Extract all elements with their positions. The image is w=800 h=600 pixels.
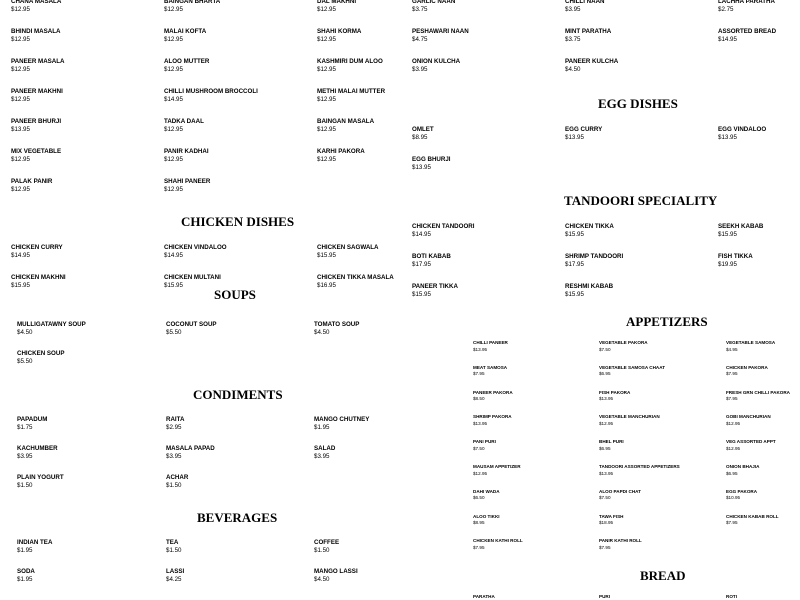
menu-item-papadum: [17, 416, 47, 432]
item-price: $16.95: [317, 282, 336, 290]
item-name: MASALA PAPAD: [166, 445, 215, 452]
item-name: SHAHI KORMA: [317, 28, 362, 35]
item-price: $12.95: [317, 6, 336, 14]
item-name: CHICKEN PAKORA: [726, 364, 768, 370]
item-price: $14.95: [164, 252, 183, 260]
menu-item-chilli-mushroom-broccoli: [164, 88, 258, 104]
item-name: PALAK PANIR: [11, 178, 53, 185]
menu-item-egg-vindaloo: [718, 126, 766, 142]
item-price: $13.95: [599, 396, 614, 402]
item-name: SHRIMP PAKORA: [473, 414, 512, 420]
menu-item-paneer-tikka: [412, 283, 458, 299]
item-name: COCONUT SOUP: [166, 321, 217, 328]
item-name: RESHMI KABAB: [565, 283, 614, 290]
item-name: MIX VEGETABLE: [11, 148, 62, 155]
menu-item-raita: [166, 416, 184, 432]
item-price: $4.50: [565, 66, 581, 74]
item-price: $12.95: [317, 66, 336, 74]
menu-item-chicken-makhni: [11, 274, 66, 290]
menu-item-shrimp-pakora: [473, 414, 512, 426]
item-name: MULLIGATAWNY SOUP: [17, 321, 86, 328]
item-name: BOTI KABAB: [412, 253, 451, 260]
menu-item-aloo-mutter: [164, 58, 209, 74]
menu-item-karhi-pakora: [317, 148, 365, 164]
menu-item-shahi-korma: [317, 28, 361, 44]
item-name: BAINGAN MASALA: [317, 118, 375, 125]
item-name: PARATHA: [473, 594, 495, 599]
item-price: $8.95: [412, 134, 428, 142]
item-price: $12.95: [164, 66, 183, 74]
item-name: SALAD: [314, 445, 336, 452]
menu-item-seekh-kabab: [718, 223, 763, 239]
item-price: $15.95: [412, 291, 431, 299]
menu-item-chicken-tikka: [565, 223, 614, 239]
item-name: PANEER BHURJI: [11, 118, 62, 125]
menu-item-chicken-vindaloo: [164, 244, 227, 260]
menu-item-vegetable-manchurian: [599, 414, 660, 426]
item-name: LACHHA PARATHA: [718, 0, 775, 5]
item-name: SHAHI PANEER: [164, 178, 211, 185]
item-name: TAWA FISH: [599, 513, 624, 519]
item-name: ALOO MUTTER: [164, 58, 210, 65]
item-name: PANIR KATHI ROLL: [599, 538, 642, 544]
item-price: $12.95: [11, 36, 30, 44]
item-name: CHILLI NAAN: [565, 0, 605, 5]
menu-item-pani-puri: [473, 439, 496, 451]
item-price: $7.95: [726, 371, 738, 377]
item-name: MEAT SAMOSA: [473, 364, 508, 370]
menu-item-roti: [726, 594, 737, 600]
menu-item-peshawari-naan: [412, 28, 469, 44]
item-price: $1.50: [17, 482, 33, 490]
item-name: RAITA: [166, 416, 185, 423]
item-price: $4.75: [412, 36, 428, 44]
item-price: $8.50: [473, 396, 485, 402]
menu-item-veg-assorted-appt: [726, 439, 776, 451]
item-price: $13.95: [718, 134, 737, 142]
item-price: $6.95: [599, 445, 611, 451]
item-name: DAL MAKHNI: [317, 0, 357, 5]
item-name: LASSI: [166, 568, 185, 575]
menu-item-salad: [314, 445, 335, 461]
menu-item-fish-pakora: [599, 390, 630, 402]
menu-item-mulligatawny-soup: [17, 321, 86, 337]
menu-item-indian-tea: [17, 539, 52, 555]
item-price: $7.95: [726, 396, 738, 402]
item-price: $7.95: [473, 371, 485, 377]
menu-item-kachumber: [17, 445, 58, 461]
item-name: PESHAWARI NAAN: [412, 28, 469, 35]
menu-item-gobi-manchurian: [726, 414, 771, 426]
menu-item-chilli-naan: [565, 0, 605, 14]
menu-item-chicken-curry: [11, 244, 63, 260]
item-name: VEG ASSORTED APPT: [726, 439, 776, 445]
menu-item-paneer-makhni: [11, 88, 63, 104]
menu-item-baingan-bharta: [164, 0, 220, 14]
item-name: TANDOORI ASSORTED APPETIZERS: [599, 464, 680, 469]
menu-item-chana-masala: [11, 0, 61, 14]
item-price: $15.95: [317, 252, 336, 260]
item-name: PANEER MASALA: [11, 58, 65, 65]
item-price: $7.95: [599, 544, 611, 550]
item-price: $14.95: [11, 252, 30, 260]
chicken-dishes-heading: CHICKEN DISHES: [181, 214, 295, 229]
item-price: $1.50: [314, 547, 330, 555]
item-price: $2.95: [166, 424, 182, 432]
menu-item-tandoori-assorted-appetizers: [599, 464, 680, 476]
item-name: MAUSAM APPETIZER: [473, 464, 521, 469]
item-price: $13.95: [412, 164, 431, 172]
item-price: $1.75: [17, 424, 33, 432]
menu-item-tawa-fish: [599, 514, 624, 526]
item-name: CHICKEN KABAB ROLL: [726, 513, 779, 519]
menu-item-onion-kulcha: [412, 58, 460, 74]
menu-item-aloo-papdi-chat: [599, 489, 641, 501]
menu-item-mango-chutney: [314, 416, 369, 432]
menu-item-chicken-pakora: [726, 365, 768, 377]
beverages-heading: BEVERAGES: [197, 510, 278, 525]
item-name: CHICKEN VINDALOO: [164, 244, 227, 251]
item-name: PANI PURI: [473, 439, 496, 445]
item-price: $1.50: [166, 547, 182, 555]
item-price: $12.95: [164, 156, 183, 164]
menu-item-plain-yogurt: [17, 474, 64, 490]
menu-item-vegetable-pakora: [599, 340, 648, 352]
item-name: CHICKEN MAKHNI: [11, 274, 66, 281]
item-price: $4.25: [166, 576, 182, 584]
item-price: $12.95: [11, 186, 30, 194]
menu-item-paneer-pakora: [473, 390, 513, 402]
item-name: TEA: [166, 539, 179, 546]
item-price: $3.95: [565, 6, 581, 14]
item-name: ACHAR: [166, 474, 189, 481]
item-name: CHICKEN SAGWALA: [317, 244, 379, 251]
item-name: FISH TIKKA: [718, 253, 753, 260]
menu-item-shahi-paneer: [164, 178, 210, 194]
item-name: CHICKEN TANDOORI: [412, 223, 475, 230]
item-price: $4.50: [314, 329, 330, 337]
item-price: $12.95: [164, 126, 183, 134]
menu-item-puri: [599, 594, 610, 600]
menu-item-mix-vegetable: [11, 148, 61, 164]
item-name: BHINDI MASALA: [11, 28, 61, 35]
item-name: GARLIC NAAN: [412, 0, 456, 5]
item-price: $3.95: [166, 453, 182, 461]
menu-item-egg-curry: [565, 126, 602, 142]
item-name: EGG VINDALOO: [718, 126, 767, 133]
item-price: $17.95: [565, 261, 584, 269]
menu-item-tomato-soup: [314, 321, 359, 337]
item-price: $5.50: [166, 329, 182, 337]
menu-item-aloo-tikki: [473, 514, 500, 526]
soups-heading: SOUPS: [214, 287, 256, 302]
menu-item-malai-kofta: [164, 28, 206, 44]
item-price: $19.95: [718, 261, 737, 269]
item-name: EGG BHURJI: [412, 156, 451, 163]
item-name: OMLET: [412, 126, 434, 133]
item-price: $4.95: [726, 346, 738, 352]
item-name: CHICKEN SOUP: [17, 350, 65, 357]
item-price: $15.95: [565, 291, 584, 299]
menu-item-coconut-soup: [166, 321, 217, 337]
menu-item-shrimp-tandoori: [565, 253, 623, 269]
menu-item-omlet: [412, 126, 434, 142]
item-name: BAINGAN BHARTA: [164, 0, 221, 5]
item-price: $1.50: [166, 482, 182, 490]
menu-item-bhel-puri: [599, 439, 624, 451]
menu-item-coffee: [314, 539, 339, 555]
menu-item-paneer-kulcha: [565, 58, 618, 74]
item-name: PANIR KADHAI: [164, 148, 209, 155]
menu-item-mint-paratha: [565, 28, 611, 44]
item-price: $3.95: [412, 66, 428, 74]
menu-item-bhindi-masala: [11, 28, 61, 44]
item-name: VEGETABLE SAMOSA: [726, 340, 776, 345]
item-price: $3.75: [565, 36, 581, 44]
item-name: TOMATO SOUP: [314, 321, 360, 328]
item-price: $12.95: [11, 66, 30, 74]
item-name: CHICKEN TIKKA MASALA: [317, 274, 394, 281]
item-price: $13.95: [565, 134, 584, 142]
item-price: $3.95: [17, 453, 33, 461]
menu-item-achar: [166, 474, 188, 490]
item-name: TADKA DAAL: [164, 118, 204, 125]
item-price: $7.50: [599, 495, 611, 501]
item-name: MANGO LASSI: [314, 568, 358, 575]
item-price: $12.95: [726, 445, 741, 451]
item-name: ALOO TIKKI: [473, 513, 500, 519]
item-price: $7.50: [599, 346, 611, 352]
item-name: PANEER MAKHNI: [11, 88, 63, 95]
item-price: $14.95: [412, 231, 431, 239]
item-price: $12.95: [317, 96, 336, 104]
item-name: EGG PAKORA: [726, 488, 758, 494]
menu-item-egg-bhurji: [412, 156, 451, 172]
menu-item-masala-papad: [166, 445, 215, 461]
item-name: SHRIMP TANDOORI: [565, 253, 624, 260]
item-name: GOBI MANCHURIAN: [726, 414, 771, 420]
item-price: $8.95: [473, 520, 485, 526]
menu-item-soda: [17, 568, 35, 584]
egg-dishes-heading: EGG DISHES: [598, 96, 678, 111]
item-name: CHICKEN CURRY: [11, 244, 63, 251]
menu-item-vegetable-samosa-chaat: [599, 365, 665, 377]
item-price: $12.95: [11, 6, 30, 14]
item-name: VEGETABLE PAKORA: [599, 340, 648, 345]
item-price: $10.95: [726, 495, 741, 501]
menu-item-chicken-sagwala: [317, 244, 379, 260]
item-name: VEGETABLE SAMOSA CHAAT: [599, 364, 666, 370]
item-price: $7.95: [726, 520, 738, 526]
item-name: SEEKH KABAB: [718, 223, 764, 230]
item-name: PLAIN YOGURT: [17, 474, 64, 481]
menu-item-lachha-paratha: [718, 0, 775, 14]
item-price: $15.95: [718, 231, 737, 239]
menu-item-reshmi-kabab: [565, 283, 613, 299]
menu-item-boti-kabab: [412, 253, 451, 269]
menu-item-kashmiri-dum-aloo: [317, 58, 383, 74]
menu-item-dahi-wada: [473, 489, 500, 501]
item-name: KARHI PAKORA: [317, 148, 365, 155]
item-name: FISH PAKORA: [599, 389, 631, 395]
item-price: $2.75: [718, 6, 734, 14]
item-price: $3.95: [314, 453, 330, 461]
item-price: $15.95: [565, 231, 584, 239]
item-price: $12.95: [317, 156, 336, 164]
item-price: $6.50: [473, 495, 485, 501]
menu-item-lassi: [166, 568, 184, 584]
item-name: CHILLI PANEER: [473, 340, 508, 345]
item-price: $12.95: [11, 156, 30, 164]
menu-item-paneer-bhurji: [11, 118, 61, 134]
menu-item-chicken-tikka-masala: [317, 274, 394, 290]
item-price: $13.95: [599, 470, 614, 476]
menu-item-onion-bhajia: [726, 464, 759, 476]
item-name: ROTI: [726, 594, 737, 599]
item-name: BHEL PURI: [599, 439, 624, 445]
menu-item-chicken-tandoori: [412, 223, 474, 239]
item-price: $1.95: [17, 576, 33, 584]
item-name: METHI MALAI MUTTER: [317, 88, 386, 95]
item-price: $3.75: [412, 6, 428, 14]
menu-item-vegetable-samosa: [726, 340, 775, 352]
item-price: $12.95: [599, 420, 614, 426]
item-price: $12.95: [317, 36, 336, 44]
menu-item-panir-kathi-roll: [599, 538, 642, 550]
item-price: $7.50: [473, 445, 485, 451]
menu-item-tea: [166, 539, 181, 555]
item-name: CHANA MASALA: [11, 0, 62, 5]
menu-item-fish-tikka: [718, 253, 753, 269]
item-name: PANEER TIKKA: [412, 283, 458, 290]
item-name: ASSORTED BREAD: [718, 28, 777, 35]
item-name: PANEER PAKORA: [473, 389, 513, 395]
menu-item-paneer-masala: [11, 58, 65, 74]
item-price: $12.95: [317, 126, 336, 134]
item-price: $4.50: [314, 576, 330, 584]
menu-item-paratha: [473, 594, 495, 600]
item-name: PANEER KULCHA: [565, 58, 619, 65]
menu-item-meat-samosa: [473, 365, 507, 377]
item-price: $6.95: [599, 371, 611, 377]
menu-item-palak-panir: [11, 178, 52, 194]
menu-item-garlic-naan: [412, 0, 455, 14]
item-price: $1.95: [314, 424, 330, 432]
item-price: $4.50: [17, 329, 33, 337]
menu-item-panir-kadhai: [164, 148, 209, 164]
item-name: VEGETABLE MANCHURIAN: [599, 414, 660, 420]
item-price: $14.95: [164, 96, 183, 104]
menu-item-fresh-grn-chilli-pakora: [726, 390, 790, 402]
item-name: CHICKEN KATHI ROLL: [473, 538, 523, 544]
item-name: DAHI WADA: [473, 488, 500, 494]
item-price: $15.95: [164, 282, 183, 290]
menu-item-chicken-kabab-roll: [726, 514, 779, 526]
item-price: $12.95: [473, 470, 488, 476]
item-name: ONION KULCHA: [412, 58, 461, 65]
item-name: MANGO CHUTNEY: [314, 416, 370, 423]
item-price: $13.95: [11, 126, 30, 134]
item-price: $12.95: [164, 6, 183, 14]
item-name: KASHMIRI DUM ALOO: [317, 58, 383, 65]
appetizers-heading: APPETIZERS: [626, 314, 708, 329]
item-price: $12.95: [11, 96, 30, 104]
item-price: $15.95: [11, 282, 30, 290]
item-price: $13.95: [473, 420, 488, 426]
menu-item-methi-malai-mutter: [317, 88, 385, 104]
menu-item-mausam-appetizer: [473, 464, 521, 476]
item-name: KACHUMBER: [17, 445, 58, 452]
menu-item-chicken-multani: [164, 274, 221, 290]
bread-heading: BREAD: [640, 568, 686, 583]
tandoori-heading: TANDOORI SPECIALITY: [564, 193, 718, 208]
menu-item-dal-makhni: [317, 0, 356, 14]
item-name: PURI: [599, 594, 610, 599]
item-name: FRESH GRN CHILLI PAKORA: [726, 389, 790, 395]
menu-item-mango-lassi: [314, 568, 358, 584]
item-name: SODA: [17, 568, 35, 575]
item-name: MINT PARATHA: [565, 28, 612, 35]
menu-item-egg-pakora: [726, 489, 757, 501]
item-price: $6.95: [726, 470, 738, 476]
item-name: ONION BHAJIA: [726, 464, 760, 469]
item-price: $12.95: [164, 186, 183, 194]
menu-item-chilli-paneer: [473, 340, 508, 352]
menu-item-tadka-daal: [164, 118, 204, 134]
item-price: $14.95: [718, 36, 737, 44]
item-price: $1.95: [17, 547, 33, 555]
item-price: $18.95: [599, 520, 614, 526]
item-name: INDIAN TEA: [17, 539, 53, 546]
item-price: $13.95: [473, 346, 488, 352]
menu-item-chicken-kathi-roll: [473, 538, 523, 550]
item-price: $17.95: [412, 261, 431, 269]
menu-item-assorted-bread: [718, 28, 776, 44]
item-name: MALAI KOFTA: [164, 28, 207, 35]
item-name: CHILLI MUSHROOM BROCCOLI: [164, 88, 258, 95]
item-name: CHICKEN TIKKA: [565, 223, 614, 230]
menu-item-chicken-soup: [17, 350, 64, 366]
menu-item-baingan-masala: [317, 118, 374, 134]
condiments-heading: CONDIMENTS: [193, 387, 283, 402]
item-price: $12.95: [726, 420, 741, 426]
item-name: EGG CURRY: [565, 126, 603, 133]
item-name: PAPADUM: [17, 416, 48, 423]
item-name: ALOO PAPDI CHAT: [599, 488, 641, 494]
item-name: COFFEE: [314, 539, 340, 546]
item-name: CHICKEN MULTANI: [164, 274, 221, 281]
item-price: $5.50: [17, 358, 33, 366]
item-price: $7.95: [473, 544, 485, 550]
item-price: $12.95: [164, 36, 183, 44]
